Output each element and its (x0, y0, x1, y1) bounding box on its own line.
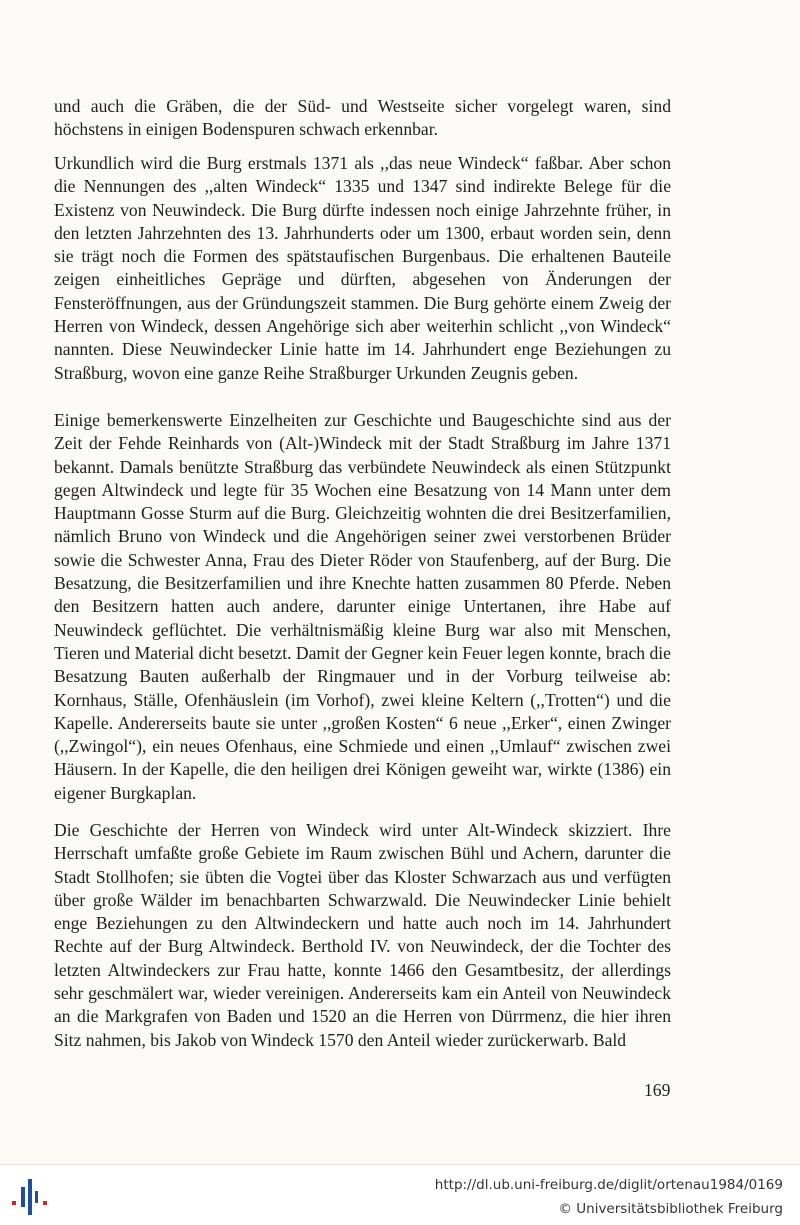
page-number: 169 (644, 1080, 671, 1100)
paragraph-2: Urkundlich wird die Burg erstmals 1371 als ,,das neue Windeck“ faßbar. Aber schon die Nennungen des ,,alten Windeck“ 1335 und 1347 sind indirekte Belege für die Existenz von Neuwindeck. Die Burg dürfte indessen noch einige Jahrzehnte früher, in den letzten Jahrzehnten des 13. Jahrhunderts oder um 1300, erbaut worden sein, denn sie trägt noch die Formen des spätstaufischen Burgenbaus. Die erhaltenen Bauteile zeigen einheitliches Gepräge und dürften, abgesehen von Änderungen der Fensteröffnungen, aus der Gründungszeit stammen. Die Burg gehörte einem Zweig der Herren von Windeck, dessen Angehörige sich aber weiterhin schlicht ,,von Windeck“ nannten. Diese Neuwindecker Linie hatte im 14. Jahrhundert enge Beziehungen zu Straßburg, wovon eine ganze Reihe Straßburger Urkunden Zeugnis geben. (54, 153, 671, 383)
paragraph-4: Die Geschichte der Herren von Windeck wird unter Alt-Windeck skizziert. Ihre Herrschaft umfaßte große Gebiete im Raum zwischen Bühl und Achern, darunter die Stadt Stollhofen; sie übten die Vogtei über das Kloster Schwarzach aus und verfügten über große Wälder im benachbarten Schwarzwald. Die Neuwindecker Linie behielt enge Beziehungen zu den Altwindeckern und hatte auch noch im 14. Jahrhundert Rechte auf der Burg Altwindeck. Berthold IV. von Neuwindeck, der die Tochter des letzten Altwindeckers zur Frau hatte, konnte 1466 den Gesamtbesitz, der allerdings sehr geschmälert war, wieder vereinigen. Andererseits kam ein Anteil von Neuwindeck an die Markgrafen von Baden und 1520 an die Herren von Dürrmenz, die hier ihren Sitz nahmen, bis Jakob von Windeck 1570 den Anteil wieder zurückerwarb. Bald (54, 820, 671, 1050)
copyright-notice: © Universitätsbibliothek Freiburg (558, 1201, 783, 1217)
ub-freiburg-logo-icon (10, 1177, 50, 1217)
document-url[interactable]: http://dl.ub.uni-freiburg.de/diglit/ortenau1984/0169 (434, 1177, 783, 1193)
footer-bar (0, 1164, 800, 1225)
paragraph-3: Einige bemerkenswerte Einzelheiten zur Geschichte und Baugeschichte sind aus der Zeit der Fehde Reinhards von (Alt-)Windeck mit der Stadt Straßburg im Jahre 1371 bekannt. Damals benützte Straßburg das verbündete Neuwindeck als einen Stützpunkt gegen Altwindeck und legte für 35 Wochen eine Besatzung von 14 Mann unter dem Hauptmann Gosse Sturm auf die Burg. Gleichzeitig wohnten die drei Besitzerfamilien, nämlich Bruno von Windeck und die Angehörigen seiner zwei verstorbenen Brüder sowie die Schwester Anna, Frau des Dieter Röder von Staufenberg, auf der Burg. Die Besatzung, die Besitzerfamilien und ihre Knechte hatten zusammen 80 Pferde. Neben den Besitzern hatten auch andere, darunter einige Untertanen, ihre Habe auf Neuwindeck geflüchtet. Die verhältnismäßig kleine Burg war also mit Menschen, Tieren und Material dicht besetzt. Damit der Gegner kein Feuer legen konnte, brach die Besatzung Bauten außerhalb der Ringmauer und in der Vorburg teilweise ab: Kornhaus, Ställe, Ofenhäuslein (im Vorhof), zwei kleine Keltern (,,Trotten“) und die Kapelle. Andererseits baute sie unter ,,großen Kosten“ 6 neue ,,Erker“, einen Zwinger (,,Zwingol“), ein neues Ofenhaus, eine Schmiede und einen ,,Umlauf“ zwischen zwei Häusern. In der Kapelle, die den heiligen drei Königen geweiht war, wirkte (1386) ein eigener Burgkaplan. (54, 410, 671, 803)
paragraph-1: und auch die Gräben, die der Süd- und Westseite sicher vorgelegt waren, sind höchstens in einigen Bodenspuren schwach erkennbar. (54, 96, 671, 140)
